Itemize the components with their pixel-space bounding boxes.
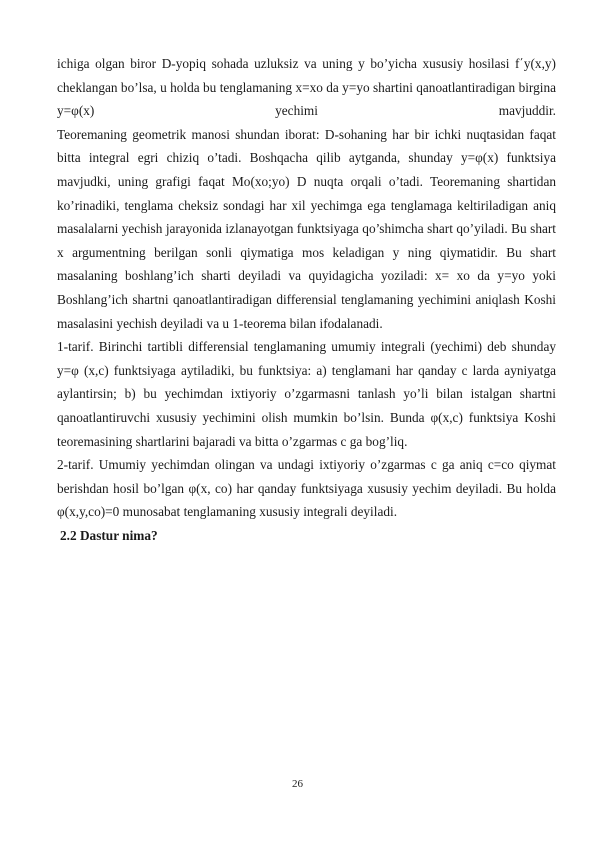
- document-page: [57, 52, 556, 547]
- paragraph-definition-1: 1-tarif. Birinchi tartibli differensial tenglamaning umumiy integrali (yechimi) deb shunday y=φ (x,c) funktsiyaga aytiladiki, bu funktsiya: a) tenglamani har qanday c larda ayniyatga aylantirsin; b) bu yechimdan ixtiyoriy o’zgarmasni tanlash yo’li bilan istalgan shartni qanoatlantiruvchi xususiy yechimini olish mumkin bo’lsin. Bunda φ(x,c) funktsiya Koshi teoremasining shartlarini bajaradi va bitta o’zgarmas c ga bog’liq.: [57, 339, 556, 449]
- paragraph-definition-2: 2-tarif. Umumiy yechimdan olingan va undagi ixtiyoriy o’zgarmas c ga aniq c=co qiymat berishdan hosil bo’lgan φ(x, co) har qanday funktsiyaga xususiy yechim deyiladi. Bu holda φ(x,y,co)=0 munosabat tenglamaning xususiy integrali deyiladi.: [57, 457, 556, 520]
- paragraph-theorem-meaning: Teoremaning geometrik manosi shundan iborat: D-sohaning har bir ichki nuqtasidan faqat bitta integral egri chiziq o’tadi. Boshqacha qilib aytganda, shunday y=φ(x) funktsiya mavjudki, uning grafigi faqat Mo(xo;yo) D nuqta orqali o’tadi. Teoremaning shartidan ko’rinadiki, tenglama cheksiz sondagi har xil yechimga ega tenglamaga keltiriladigan aniq masalalarni yechish jarayonida izlanayotgan funktsiyaga qo’shimcha shart qo’yiladi. Bu shart x argumentning berilgan sonli qiymatiga mos keladigan y ning qiymatidir. Bu shart masalaning boshlang’ich sharti deyiladi va quyidagicha yoziladi: x= xo da y=yo yoki Boshlang’ich shartni qanoatlantiradigan differensial tenglamaning yechimini aniqlash Koshi masalasini yechish deyiladi va u 1-teorema bilan ifodalanadi.: [57, 126, 556, 331]
- section-heading: 2.2 Dastur nima?: [60, 527, 158, 543]
- page-number: 26: [292, 778, 303, 790]
- paragraph-theorem-statement: ichiga olgan biror D-yopiq sohada uzluksiz va uning y bo’yicha xususiy hosilasi f΄y(x,y) cheklangan bo’lsa, u holda bu tenglamaning x=xo da y=yo shartini qanoatlantiradigan birgina y=φ(x) yechimi mavjuddir.: [57, 56, 556, 119]
